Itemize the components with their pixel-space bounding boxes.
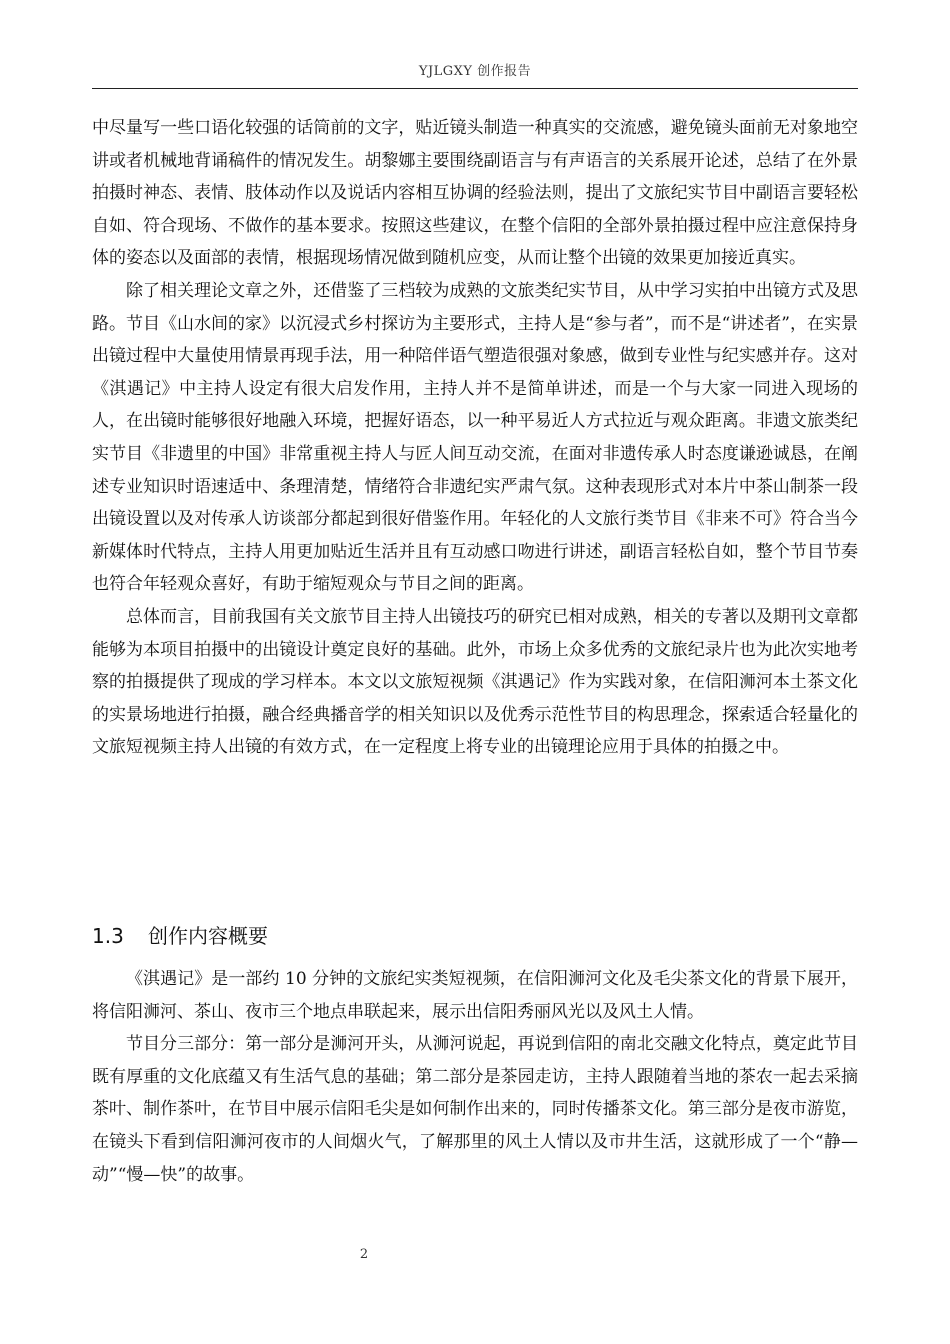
paragraph-overview: 《淇遇记》是一部约 10 分钟的文旅纪实类短视频，在信阳浉河文化及毛尖茶文化的背景下展开，将信阳浉河、茶山、夜市三个地点串联起来，展示出信阳秀丽风光以及风土人情。 (92, 969, 858, 1022)
paragraph-continued: 中尽量写一些口语化较强的话筒前的文字，贴近镜头制造一种真实的交流感，避免镜头面前无对象地空讲或者机械地背诵稿件的情况发生。胡黎娜主要围绕副语言与有声语言的关系展开论述，总结了在外景拍摄时神态、表情、肢体动作以及说话内容相互协调的经验法则，提出了文旅纪实节目中副语言要轻松自如、符合现场、不做作的基本要求。按照这些建议，在整个信阳的全部外景拍摄过程中应注意保持身体的姿态以及面部的表情，根据现场情况做到随机应变，从而让整个出镜的效果更加接近真实。 (92, 118, 858, 269)
page-number: 2 (359, 1247, 369, 1262)
running-header: YJLGXY 创作报告 (92, 60, 858, 89)
section-number: 1.3 (92, 924, 124, 948)
section-heading (92, 916, 858, 956)
section-text (92, 963, 858, 1191)
body-text (92, 112, 858, 764)
paragraph-structure: 节目分三部分：第一部分是浉河开头，从浉河说起，再说到信阳的南北交融文化特点，奠定此节目既有厚重的文化底蕴又有生活气息的基础；第二部分是茶园走访，主持人跟随着当地的茶农一起去采摘茶叶、制作茶叶，在节目中展示信阳毛尖是如何制作出来的，同时传播茶文化。第三部分是夜市游览，在镜头下看到信阳浉河夜市的人间烟火气，了解那里的风土人情以及市井生活，这就形成了一个“静—动”“慢—快”的故事。 (92, 1034, 858, 1185)
section-title: 创作内容概要 (148, 924, 268, 948)
paragraph-reference-programs: 除了相关理论文章之外，还借鉴了三档较为成熟的文旅类纪实节目，从中学习实拍中出镜方式及思路。节目《山水间的家》以沉浸式乡村探访为主要形式，主持人是“参与者”，而不是“讲述者”，在实景出镜过程中大量使用情景再现手法，用一种陪伴语气塑造很强对象感，做到专业性与纪实感并存。这对《淇遇记》中主持人设定有很大启发作用，主持人并不是简单讲述，而是一个与大家一同进入现场的人，在出镜时能够很好地融入环境，把握好语态，以一种平易近人方式拉近与观众距离。非遗文旅类纪实节目《非遗里的中国》非常重视主持人与匠人间互动交流，在面对非遗传承人时态度谦逊诚恳，在阐述专业知识时语速适中、条理清楚，情绪符合非遗纪实严肃气氛。这种表现形式对本片中茶山制茶一段出镜设置以及对传承人访谈部分都起到很好借鉴作用。年轻化的人文旅行类节目《非来不可》符合当今新媒体时代特点，主持人用更加贴近生活并且有互动感口吻进行讲述，副语言轻松自如，整个节目节奏也符合年轻观众喜好，有助于缩短观众与节目之间的距离。 (92, 280, 858, 595)
paragraph-summary: 总体而言，目前我国有关文旅节目主持人出镜技巧的研究已相对成熟，相关的专著以及期刊文章都能够为本项目拍摄中的出镜设计奠定良好的基础。此外，市场上众多优秀的文旅纪录片也为此次实地考察的拍摄提供了现成的学习样本。本文以文旅短视频《淇遇记》作为实践对象，在信阳浉河本土茶文化的实景场地进行拍摄，融合经典播音学的相关知识以及优秀示范性节目的构思理念，探索适合轻量化的文旅短视频主持人出镜的有效方式，在一定程度上将专业的出镜理论应用于具体的拍摄之中。 (92, 606, 858, 758)
